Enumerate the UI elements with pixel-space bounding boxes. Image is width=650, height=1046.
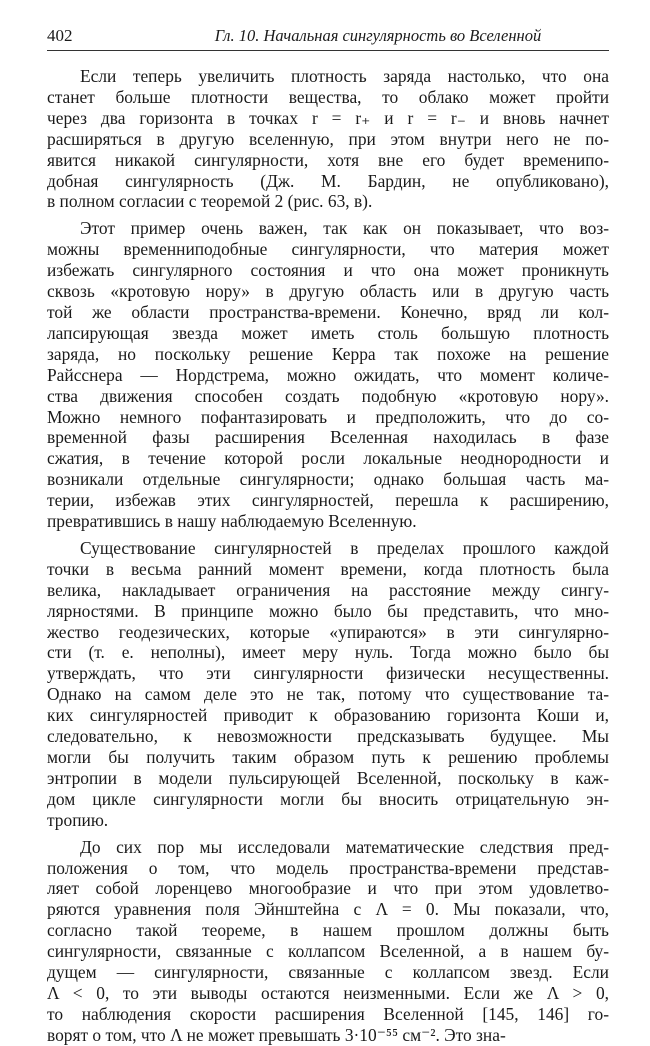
- paragraph-1: [47, 66, 609, 212]
- text-line: заряда, но поскольку решение Керра так похоже на решение: [47, 343, 609, 364]
- body-text: [47, 66, 609, 1046]
- paragraph-4: [47, 837, 609, 1046]
- text-line: сжатия, в течение которой росли локальные неоднородности и: [47, 448, 609, 469]
- text-line: положения о том, что модель пространства-времени представ-: [47, 857, 609, 878]
- text-line: Можно немного пофантазировать и предположить, что до со-: [47, 406, 609, 427]
- text-line: Если теперь увеличить плотность заряда настолько, что она: [80, 66, 609, 86]
- text-line: сти (т. е. неполны), имеет меру нуль. Тогда можно было бы: [47, 642, 609, 663]
- text-line: ства движения способен создать подобную «кротовую нору».: [47, 385, 609, 406]
- text-line: Существование сингулярностей в пределах прошлого каждой: [80, 537, 609, 558]
- text-line: согласно такой теореме, в нашем прошлом должны быть: [47, 920, 609, 941]
- paragraph-3: [47, 538, 609, 831]
- text-line: добная сингулярность (Дж. М. Бардин, не опубликовано),: [47, 170, 609, 191]
- text-line: следовательно, к невозможности предсказывать будущее. Мы: [47, 726, 609, 747]
- paragraph-2: [47, 218, 609, 532]
- text-line: ляет собой лоренцево многообразие и что при этом удовлетво-: [47, 878, 609, 899]
- text-line: До сих пор мы исследовали математические следствия пред-: [80, 836, 609, 857]
- text-line: Райсснера — Нордстрема, можно ожидать, что момент количе-: [47, 364, 609, 385]
- text-line: станет больше плотности вещества, то облако может пройти: [47, 86, 609, 107]
- text-line: можны временниподобные сингулярности, что материя может: [47, 239, 609, 260]
- text-line: ворят о том, что Λ не может превышать 3·10⁻⁵⁵ см⁻². Это зна-: [47, 1024, 506, 1045]
- page-header: [47, 26, 609, 51]
- text-line: в полном согласии с теоремой 2 (рис. 63, в).: [47, 191, 373, 212]
- text-line: временной фазы расширения Вселенная находилась в фазе: [47, 427, 609, 448]
- text-line: терии, избежав этих сингулярностей, перешла к расширению,: [47, 490, 609, 511]
- text-line: энтропии в модели пульсирующей Вселенной, поскольку в каж-: [47, 767, 609, 788]
- text-line: лярностями. В принципе можно было бы представить, что мно-: [47, 600, 609, 621]
- text-line: точки в весьма ранний момент времени, когда плотность была: [47, 558, 609, 579]
- text-line: избежать сингулярного состояния и что она может проникнуть: [47, 260, 609, 281]
- running-title: Гл. 10. Начальная сингулярность во Вселенной: [214, 26, 542, 45]
- text-line: сквозь «кротовую нору» в другую область или в другую часть: [47, 281, 609, 302]
- page-number: 402: [47, 26, 73, 45]
- text-line: Этот пример очень важен, так как он показывает, что воз-: [80, 218, 609, 239]
- text-line: могли бы получить таким образом путь к решению проблемы: [47, 747, 609, 767]
- text-line: возникали отдельные сингулярности; однако большая часть ма-: [47, 469, 609, 490]
- text-line: тропию.: [47, 809, 109, 830]
- text-line: дом цикле сингулярности могли бы вносить отрицательную эн-: [47, 788, 609, 809]
- text-line: той же области пространства-времени. Конечно, вряд ли кол-: [47, 301, 609, 322]
- text-line: дущем — сингулярности, связанные с коллапсом звезд. Если: [47, 962, 609, 983]
- text-line: превратившись в нашу наблюдаемую Вселенную.: [47, 511, 417, 532]
- text-line: Λ < 0, то эти выводы остаются неизменными. Если же Λ > 0,: [47, 982, 609, 1003]
- text-line: лапсирующая звезда может иметь столь большую плотность: [47, 322, 609, 343]
- text-line: велика, накладывает ограничения на расстояние между сингу-: [47, 579, 609, 600]
- text-line: явится никакой сингулярности, хотя вне его будет временипо-: [47, 149, 609, 170]
- text-line: ких сингулярностей приводит к образованию горизонта Коши и,: [47, 705, 609, 726]
- text-line: то наблюдения скорости расширения Вселенной [145, 146] го-: [47, 1003, 609, 1024]
- text-line: Однако на самом деле это не так, потому что существование та-: [47, 684, 609, 705]
- text-line: ряются уравнения поля Эйнштейна с Λ = 0. Мы показали, что,: [47, 899, 609, 920]
- text-line: жество геодезических, которые «упираются» в эти сингулярно-: [47, 621, 609, 642]
- text-line: сингулярности, связанные с коллапсом Вселенной, а в нашем бу-: [47, 941, 609, 962]
- text-line: расширяться в другую вселенную, при этом внутри него не по-: [47, 128, 609, 149]
- text-line: утверждать, что эти сингулярности физически несущественны.: [47, 663, 609, 684]
- text-line: через два горизонта в точках r = r₊ и r = r₋ и вновь начнет: [47, 107, 609, 128]
